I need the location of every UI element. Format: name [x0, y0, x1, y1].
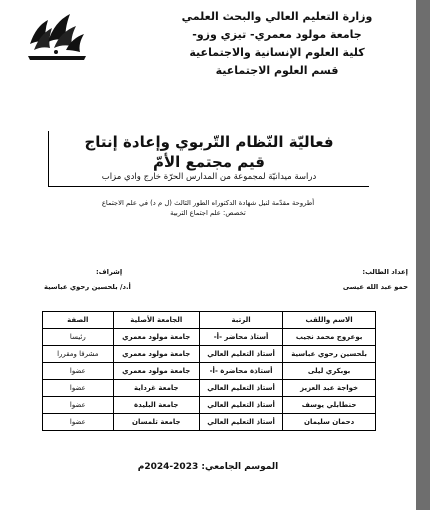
jury-table: [42, 311, 376, 431]
jury-member-rank: أستاذة محاضرة -أ-: [199, 363, 282, 380]
jury-member-name: بلحسين رحوي عباسية: [283, 346, 376, 363]
thesis-title-box: [48, 131, 369, 187]
thesis-degree: أطروحة مقدّمة لنيل شهادة الدكتوراه الطور الثالث (ل م د) في علم الاجتماع: [101, 199, 315, 207]
table-row: [43, 363, 376, 380]
jury-member-name: حنطابلي يوسف: [283, 397, 376, 414]
jury-member-name: بوعروج محمد نجيب: [283, 329, 376, 346]
jury-member-rank: أستاذ التعليم العالي: [199, 397, 282, 414]
jury-member-university: جامعة مولود معمري: [113, 363, 199, 380]
jury-member-university: جامعة مولود معمري: [113, 329, 199, 346]
faculty-name: كلية العلوم الإنسانية والاجتماعية: [189, 46, 365, 59]
table-row: [43, 414, 376, 431]
academic-year: الموسم الجامعي: 2023-2024م: [137, 462, 279, 472]
table-row: [43, 329, 376, 346]
jury-member-role: عضوا: [43, 363, 114, 380]
table-row: [43, 397, 376, 414]
jury-member-rank: أستاذ التعليم العالي: [199, 346, 282, 363]
university-name: جامعة مولود معمري- تيزي وزو-: [192, 28, 362, 41]
student-name: حمو عبد الله عيسى: [342, 283, 408, 291]
university-logo: [26, 4, 88, 66]
jury-member-role: رئيسا: [43, 329, 114, 346]
jury-member-rank: أستاذ محاضر -أ-: [199, 329, 282, 346]
jury-header-row: [43, 312, 376, 329]
table-row: [43, 346, 376, 363]
jury-member-university: جامعة تلمسان: [113, 414, 199, 431]
thesis-title-line2: قيم مجتمع الأمّ: [153, 153, 265, 171]
column-header: الجامعة الأصلية: [113, 312, 199, 329]
jury-member-role: عضوا: [43, 397, 114, 414]
prepared-by-label: إعداد الطالب:: [362, 268, 408, 276]
column-header: الاسم واللقب: [283, 312, 376, 329]
jury-member-university: جامعة البليدة: [113, 397, 199, 414]
jury-member-rank: أستاذ التعليم العالي: [199, 414, 282, 431]
jury-member-role: مشرفا ومقررا: [43, 346, 114, 363]
department-name: قسم العلوم الاجتماعية: [215, 64, 339, 77]
thesis-subtitle: دراسة ميدانيّة لمجموعة من المدارس الحرّة خارج وادي مزاب: [101, 172, 317, 182]
supervisor-name: أ.د/ بلحسين رحوي عباسية: [44, 283, 131, 291]
supervisor-label: إشراف:: [96, 268, 123, 276]
jury-member-role: عضوا: [43, 380, 114, 397]
column-header: الصفة: [43, 312, 114, 329]
table-row: [43, 380, 376, 397]
institution-header: [172, 8, 382, 80]
thesis-description: [0, 198, 416, 218]
thesis-specialty: تخصص: علم اجتماع التربية: [170, 209, 246, 217]
jury-member-university: جامعة غرداية: [113, 380, 199, 397]
jury-member-rank: أستاذ التعليم العالي: [199, 380, 282, 397]
column-header: الرتبة: [199, 312, 282, 329]
ministry-name: وزارة التعليم العالي والبحث العلمي: [181, 10, 373, 23]
jury-member-name: بوبكري ليلى: [283, 363, 376, 380]
jury-member-university: جامعة مولود معمري: [113, 346, 199, 363]
jury-member-role: عضوا: [43, 414, 114, 431]
jury-member-name: دحمان سليمان: [283, 414, 376, 431]
jury-member-name: خواجة عبد العزيز: [283, 380, 376, 397]
thesis-title-line1: فعاليّة النّظام التّربوي وإعادة إنتاج: [84, 133, 334, 151]
